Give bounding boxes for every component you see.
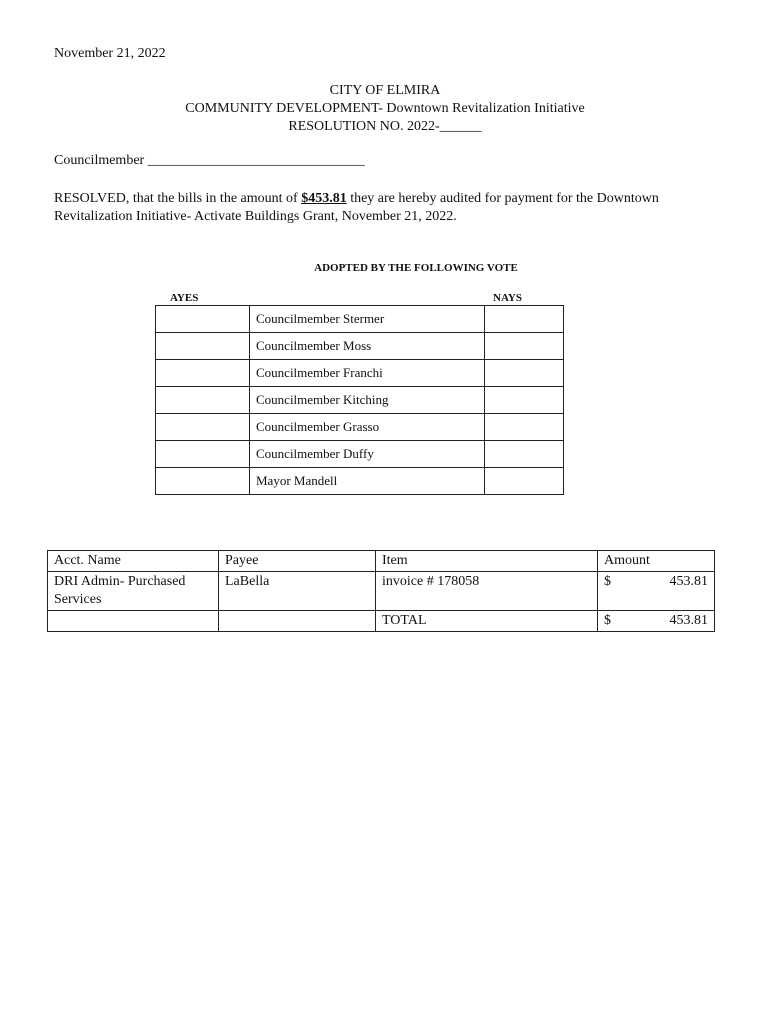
- vote-table: [155, 305, 564, 495]
- aye-cell: [156, 414, 250, 441]
- aye-cell: [156, 441, 250, 468]
- aye-cell: [156, 387, 250, 414]
- document-date: November 21, 2022: [54, 46, 166, 61]
- member-name: Mayor Mandell: [250, 468, 485, 495]
- payee-cell: LaBella: [219, 572, 376, 611]
- member-name: Councilmember Moss: [250, 333, 485, 360]
- ayes-label: AYES: [170, 292, 199, 304]
- resolved-paragraph: [54, 190, 734, 226]
- member-name: Councilmember Duffy: [250, 441, 485, 468]
- amount-value: 453.81: [669, 574, 708, 589]
- vote-row: [156, 387, 564, 414]
- nays-label: NAYS: [493, 292, 522, 304]
- vote-title: ADOPTED BY THE FOLLOWING VOTE: [314, 262, 518, 274]
- vote-row: [156, 414, 564, 441]
- currency-symbol: $: [604, 574, 611, 589]
- bills-table: [47, 550, 715, 632]
- amount-cell: [598, 572, 715, 611]
- nay-cell: [485, 441, 564, 468]
- nay-cell: [485, 387, 564, 414]
- bills-header-row: [48, 551, 715, 572]
- header-payee: Payee: [219, 551, 376, 572]
- resolution-number: RESOLUTION NO. 2022-______: [288, 119, 482, 134]
- councilmember-line: Councilmember _______________________________: [54, 153, 365, 168]
- member-name: Councilmember Grasso: [250, 414, 485, 441]
- resolved-text-after: they are hereby audited for payment for the Downtown Revitalization Initiative- Activate Buildings Grant, November 21, 2022.: [54, 191, 659, 224]
- aye-cell: [156, 468, 250, 495]
- nay-cell: [485, 414, 564, 441]
- document-header: [0, 82, 770, 136]
- header-amount: Amount: [598, 551, 715, 572]
- header-item: Item: [376, 551, 598, 572]
- vote-row: [156, 441, 564, 468]
- nay-cell: [485, 306, 564, 333]
- vote-row: [156, 360, 564, 387]
- vote-row: [156, 468, 564, 495]
- nay-cell: [485, 333, 564, 360]
- nay-cell: [485, 468, 564, 495]
- vote-row: [156, 333, 564, 360]
- department-title: COMMUNITY DEVELOPMENT- Downtown Revitalization Initiative: [185, 101, 585, 116]
- table-row: [48, 572, 715, 611]
- currency-symbol: $: [604, 613, 611, 628]
- acct-name-cell: DRI Admin- Purchased Services: [48, 572, 219, 611]
- resolved-text-before: RESOLVED, that the bills in the amount of: [54, 191, 302, 206]
- total-amount-cell: [598, 611, 715, 632]
- aye-cell: [156, 333, 250, 360]
- aye-cell: [156, 360, 250, 387]
- city-title: CITY OF ELMIRA: [329, 83, 441, 98]
- item-cell: invoice # 178058: [376, 572, 598, 611]
- total-row: [48, 611, 715, 632]
- empty-cell: [48, 611, 219, 632]
- vote-row: [156, 306, 564, 333]
- member-name: Councilmember Kitching: [250, 387, 485, 414]
- resolved-amount: $453.81: [301, 191, 347, 206]
- total-amount-value: 453.81: [669, 613, 708, 628]
- member-name: Councilmember Stermer: [250, 306, 485, 333]
- member-name: Councilmember Franchi: [250, 360, 485, 387]
- header-acct-name: Acct. Name: [48, 551, 219, 572]
- total-label: TOTAL: [376, 611, 598, 632]
- nay-cell: [485, 360, 564, 387]
- aye-cell: [156, 306, 250, 333]
- empty-cell: [219, 611, 376, 632]
